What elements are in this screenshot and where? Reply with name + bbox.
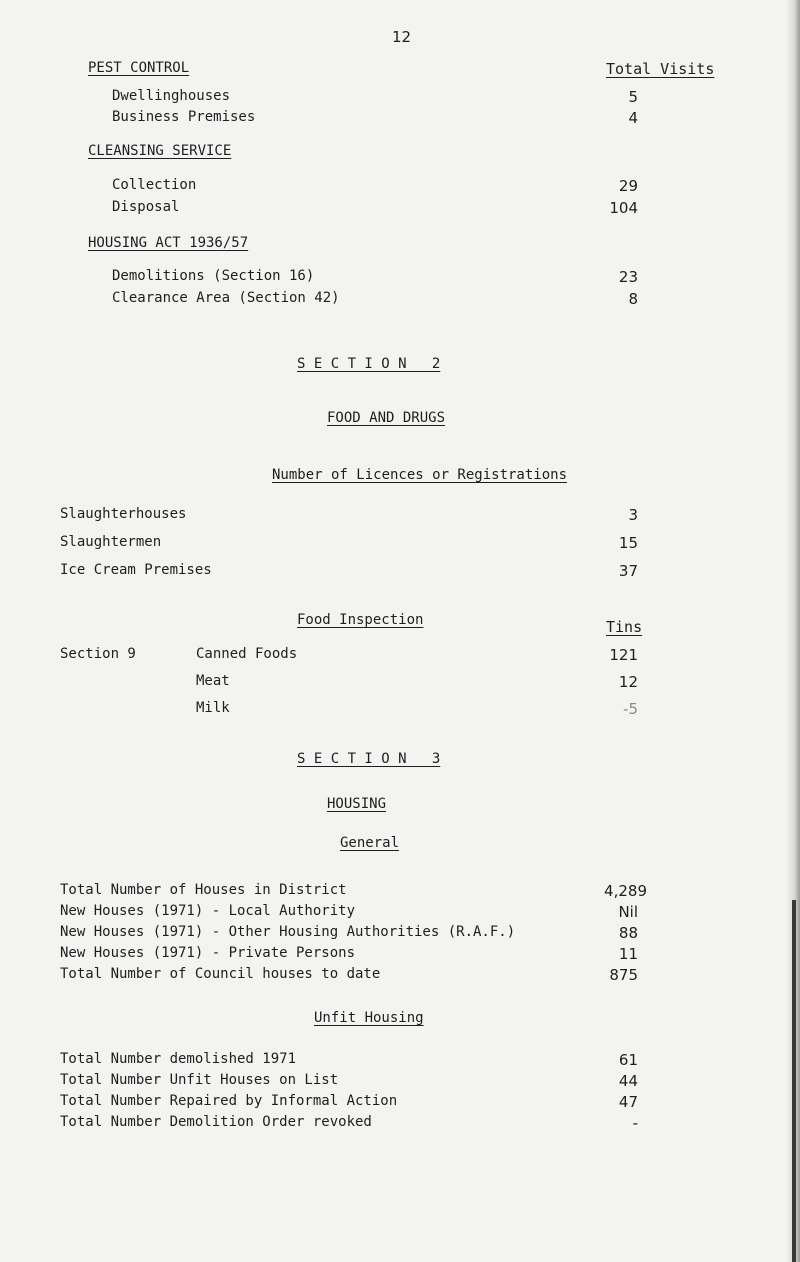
licence-value: 37 bbox=[618, 562, 638, 580]
tins-header: Tins bbox=[606, 618, 643, 636]
inspection-value: -5 bbox=[623, 700, 638, 718]
licence-label: Slaughterhouses bbox=[60, 506, 187, 522]
cleansing-heading: CLEANSING SERVICE bbox=[88, 143, 232, 159]
food-and-drugs-heading: FOOD AND DRUGS bbox=[327, 410, 446, 426]
general-label: Total Number of Houses in District bbox=[60, 882, 347, 898]
unfit-label: Total Number Demolition Order revoked bbox=[60, 1114, 372, 1130]
unfit-value: 61 bbox=[618, 1051, 638, 1069]
unfit-value: 44 bbox=[618, 1072, 638, 1090]
unfit-housing-heading: Unfit Housing bbox=[314, 1010, 424, 1026]
cleansing-row-value: 29 bbox=[618, 177, 638, 195]
cleansing-row-label: Disposal bbox=[112, 199, 180, 215]
licence-value: 3 bbox=[628, 506, 638, 524]
general-value: 875 bbox=[609, 966, 638, 984]
licences-heading: Number of Licences or Registrations bbox=[272, 467, 568, 483]
housing-act-row-value: 23 bbox=[618, 268, 638, 286]
section-2-title: S E C T I O N 2 bbox=[297, 356, 441, 372]
section-9-label: Section 9 bbox=[60, 646, 136, 662]
page-edge-binding bbox=[792, 900, 796, 1262]
licence-label: Ice Cream Premises bbox=[60, 562, 212, 578]
general-value: 4,289 bbox=[604, 882, 647, 900]
cleansing-row-value: 104 bbox=[609, 199, 638, 217]
general-label: Total Number of Council houses to date bbox=[60, 966, 381, 982]
inspection-label: Milk bbox=[196, 700, 230, 716]
pest-control-heading: PEST CONTROL bbox=[88, 60, 190, 76]
inspection-value: 12 bbox=[618, 673, 638, 691]
pest-row-value: 4 bbox=[628, 109, 638, 127]
unfit-value: - bbox=[632, 1114, 638, 1132]
general-label: New Houses (1971) - Private Persons bbox=[60, 945, 356, 961]
inspection-label: Meat bbox=[196, 673, 230, 689]
general-label: New Houses (1971) - Local Authority bbox=[60, 903, 356, 919]
housing-act-row-value: 8 bbox=[628, 290, 638, 308]
unfit-label: Total Number Repaired by Informal Action bbox=[60, 1093, 398, 1109]
total-visits-header: Total Visits bbox=[606, 60, 715, 78]
general-value: 11 bbox=[618, 945, 638, 963]
general-value: 88 bbox=[618, 924, 638, 942]
housing-act-heading: HOUSING ACT 1936/57 bbox=[88, 235, 249, 251]
pest-row-label: Dwellinghouses bbox=[112, 88, 231, 104]
page-number: 12 bbox=[392, 28, 412, 46]
pest-row-label: Business Premises bbox=[112, 109, 256, 125]
housing-heading: HOUSING bbox=[327, 796, 387, 812]
housing-act-row-label: Clearance Area (Section 42) bbox=[112, 290, 340, 306]
inspection-value: 121 bbox=[609, 646, 638, 664]
general-label: New Houses (1971) - Other Housing Authorities (R.A.F.) bbox=[60, 924, 516, 940]
licence-value: 15 bbox=[618, 534, 638, 552]
unfit-value: 47 bbox=[618, 1093, 638, 1111]
housing-act-row-label: Demolitions (Section 16) bbox=[112, 268, 315, 284]
section-3-title: S E C T I O N 3 bbox=[297, 751, 441, 767]
pest-row-value: 5 bbox=[628, 88, 638, 106]
general-heading: General bbox=[340, 835, 400, 851]
cleansing-row-label: Collection bbox=[112, 177, 197, 193]
general-value: Nil bbox=[618, 903, 638, 921]
licence-label: Slaughtermen bbox=[60, 534, 162, 550]
unfit-label: Total Number Unfit Houses on List bbox=[60, 1072, 339, 1088]
inspection-label: Canned Foods bbox=[196, 646, 298, 662]
unfit-label: Total Number demolished 1971 bbox=[60, 1051, 297, 1067]
food-inspection-heading: Food Inspection bbox=[297, 612, 424, 628]
